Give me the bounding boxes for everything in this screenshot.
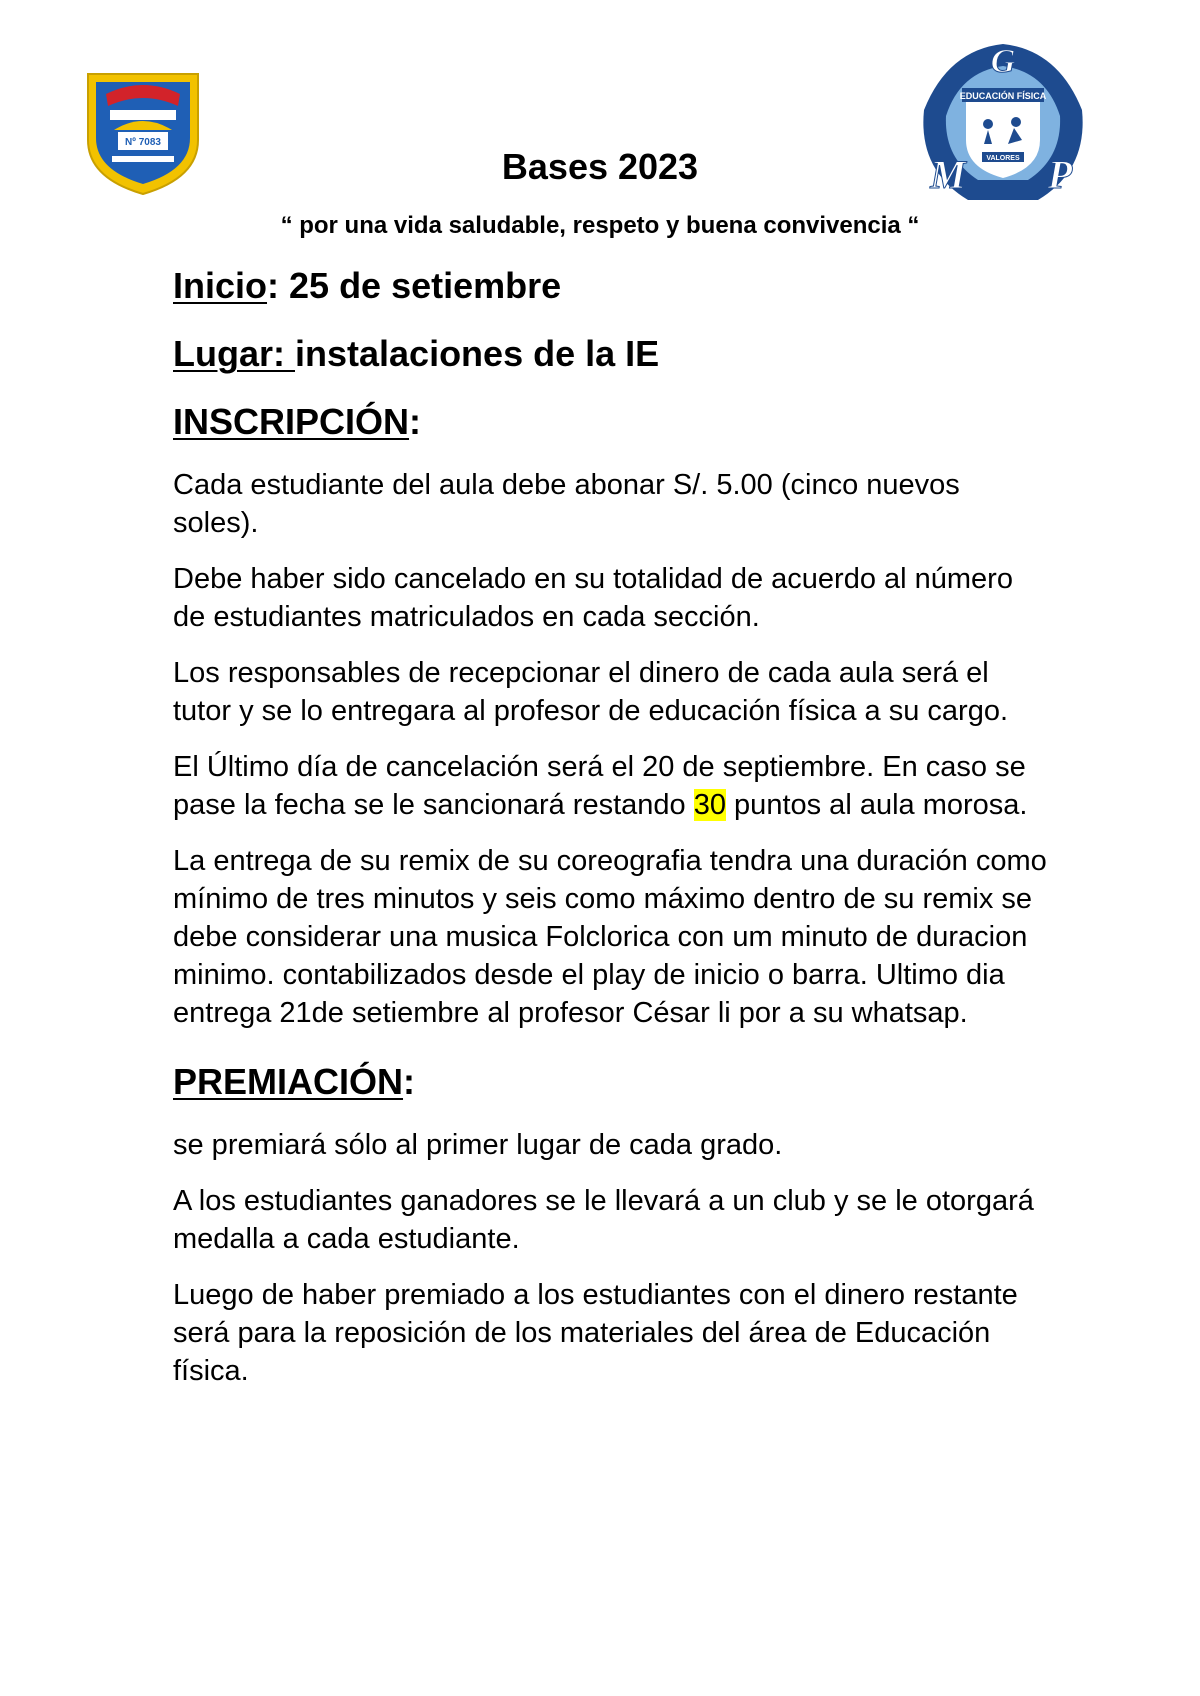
inicio-value: 25 de setiembre bbox=[279, 265, 562, 306]
inscripcion-heading bbox=[173, 398, 1053, 446]
inicio-label: Inicio bbox=[173, 265, 268, 306]
motto: “ por una vida saludable, respeto y buena convivencia “ bbox=[280, 212, 920, 239]
inscripcion-heading-text: INSCRIPCIÓN bbox=[173, 401, 410, 442]
badge-letter-p: P bbox=[1047, 152, 1073, 197]
p4-before: El Último día de cancelación será el 20 de septiembre. En caso se pase la fecha se le sancionará restando bbox=[173, 751, 1026, 821]
badge-letter-g: G bbox=[990, 43, 1016, 80]
premiacion-paragraph-1: se premiará sólo al primer lugar de cada grado. bbox=[173, 1129, 783, 1161]
badge-letter-m: M bbox=[930, 152, 966, 197]
lugar-label: Lugar: bbox=[173, 333, 295, 374]
inicio-sep: : bbox=[267, 265, 280, 306]
badge-ribbon-text: VALORES bbox=[986, 155, 1020, 162]
inscripcion-paragraph-4 bbox=[173, 748, 1053, 824]
inscripcion-paragraph-3: Los responsables de recepcionar el dinero de cada aula será el tutor y se lo entregara al profesor de educación física a su cargo. bbox=[173, 657, 1009, 727]
inscripcion-paragraph-5: La entrega de su remix de su coreografia tendra una duración como mínimo de tres minutos y seis como máximo dentro de su remix se debe considerar una musica Folclorica con um minuto de duracion minimo. contabilizados desde el play de inicio o barra. Ultimo dia entrega 21de setiembre al profesor César li por a su whatsap. bbox=[173, 845, 1047, 1029]
premiacion-heading-text: PREMIACIÓN bbox=[173, 1061, 404, 1102]
lugar-value: instalaciones de la IE bbox=[295, 333, 660, 374]
p4-after: puntos al aula morosa. bbox=[726, 789, 1028, 821]
shield-number-text: Nº 7083 bbox=[125, 137, 161, 148]
premiacion-paragraph-3: Luego de haber premiado a los estudiantes con el dinero restante será para la reposición de los materiales del área de Educación física. bbox=[173, 1279, 1018, 1387]
badge-banner-text: EDUCACIÓN FÍSICA bbox=[959, 91, 1047, 101]
premiacion-heading-colon: : bbox=[403, 1061, 416, 1102]
inscripcion-heading-colon: : bbox=[409, 401, 422, 442]
highlighted-points: 30 bbox=[693, 789, 726, 821]
lugar-line bbox=[173, 330, 1053, 378]
document-body bbox=[173, 262, 1053, 1408]
premiacion-paragraph-2: A los estudiantes ganadores se le llevará a un club y se le otorgará medalla a cada estudiante. bbox=[173, 1185, 1034, 1255]
inscripcion-paragraph-2: Debe haber sido cancelado en su totalidad de acuerdo al número de estudiantes matriculados en cada sección. bbox=[173, 563, 1013, 633]
inscripcion-paragraph-1: Cada estudiante del aula debe abonar S/. 5.00 (cinco nuevos soles). bbox=[173, 469, 960, 539]
premiacion-heading bbox=[173, 1058, 1053, 1106]
page-title: Bases 2023 bbox=[501, 146, 699, 187]
inicio-line bbox=[173, 262, 1053, 310]
